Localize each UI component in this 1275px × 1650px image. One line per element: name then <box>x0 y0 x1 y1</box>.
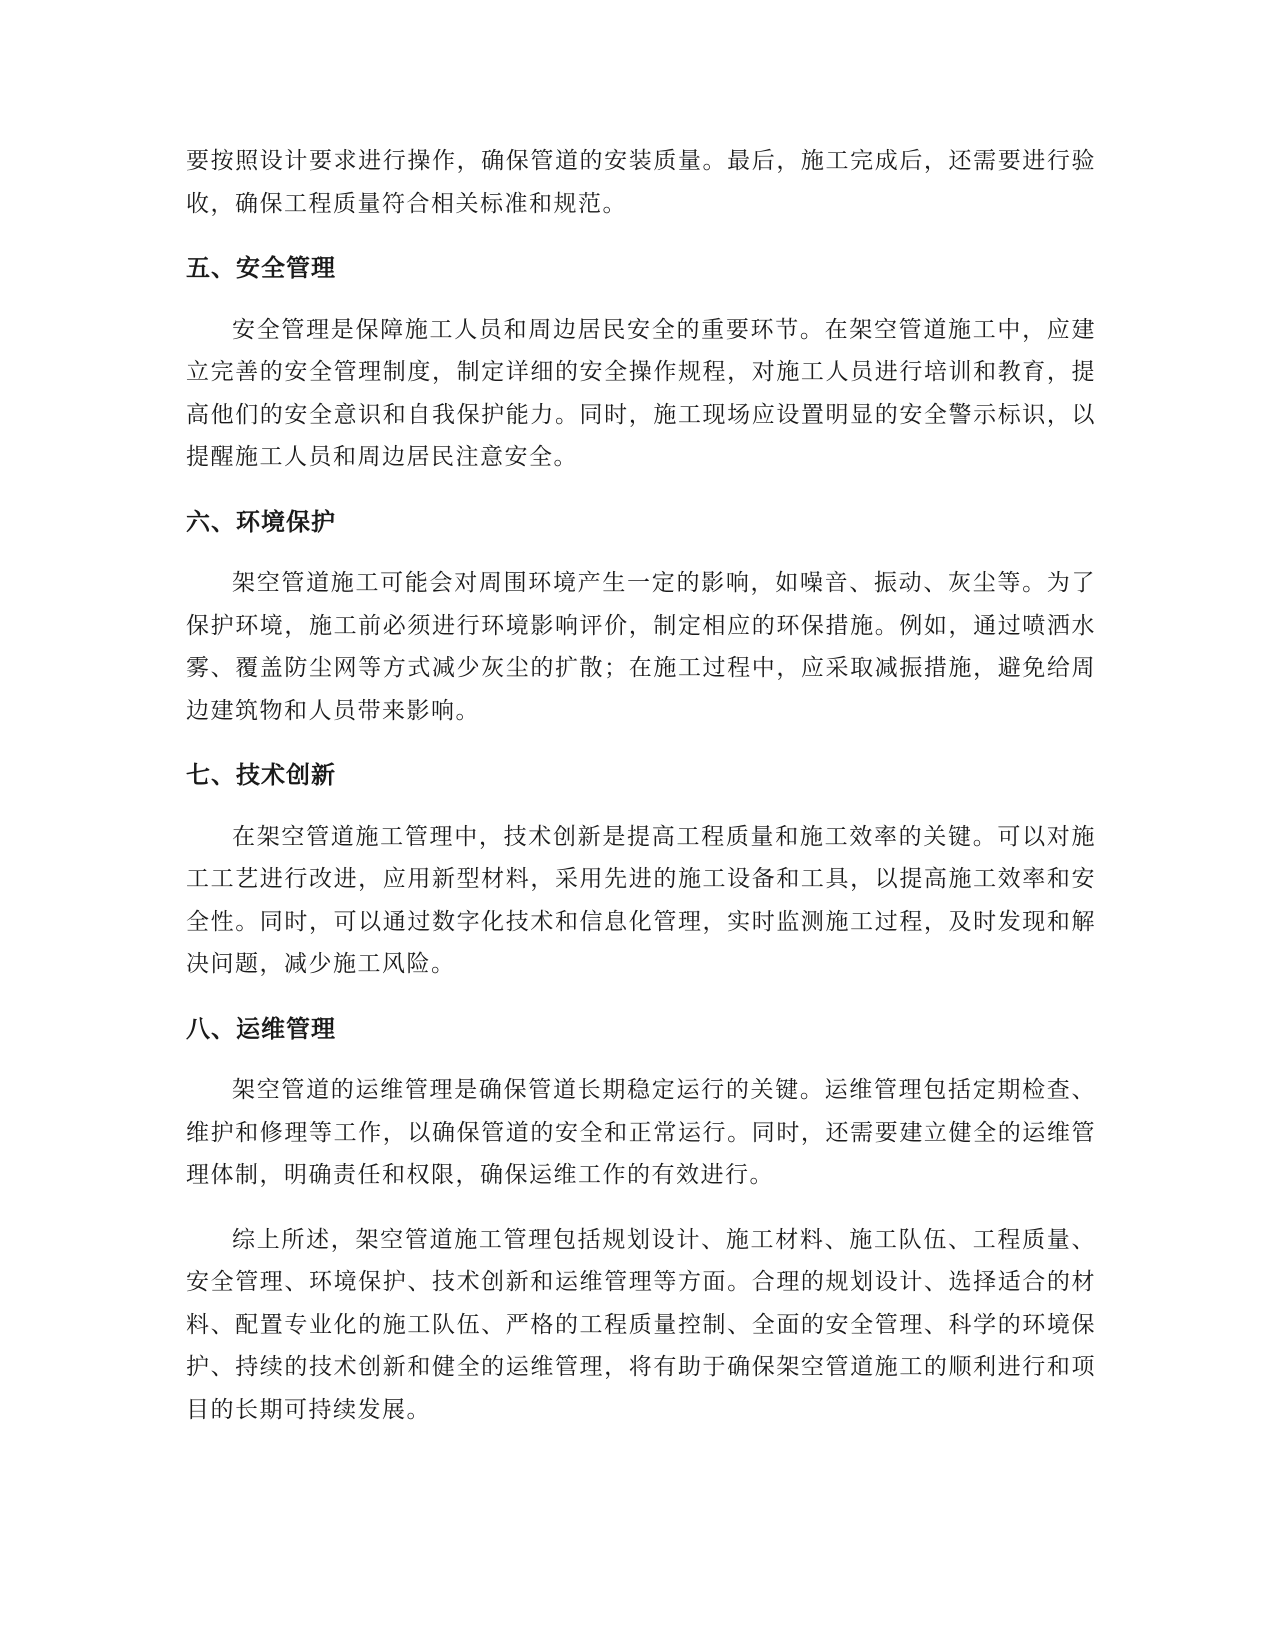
section-paragraph-safety: 安全管理是保障施工人员和周边居民安全的重要环节。在架空管道施工中，应建立完善的安全管理制度，制定详细的安全操作规程，对施工人员进行培训和教育，提高他们的安全意识和自我保护能力。同时，施工现场应设置明显的安全警示标识，以提醒施工人员和周边居民注意安全。 <box>186 316 1096 470</box>
section-paragraph-innovation: 在架空管道施工管理中，技术创新是提高工程质量和施工效率的关键。可以对施工工艺进行改进，应用新型材料，采用先进的施工设备和工具，以提高施工效率和安全性。同时，可以通过数字化技术和信息化管理，实时监测施工过程，及时发现和解决问题，减少施工风险。 <box>186 823 1096 977</box>
section-heading-environment: 六、环境保护 <box>186 507 336 536</box>
section-heading-maintenance: 八、运维管理 <box>186 1014 336 1043</box>
intro-paragraph: 要按照设计要求进行操作，确保管道的安装质量。最后，施工完成后，还需要进行验收，确保工程质量符合相关标准和规范。 <box>186 148 1096 217</box>
section-paragraph-maintenance: 架空管道的运维管理是确保管道长期稳定运行的关键。运维管理包括定期检查、维护和修理等工作，以确保管道的安全和正常运行。同时，还需要建立健全的运维管理体制，明确责任和权限，确保运维工作的有效进行。 <box>186 1077 1096 1188</box>
section-paragraph-environment: 架空管道施工可能会对周围环境产生一定的影响，如噪音、振动、灰尘等。为了保护环境，施工前必须进行环境影响评价，制定相应的环保措施。例如，通过喷洒水雾、覆盖防尘网等方式减少灰尘的扩散；在施工过程中，应采取减振措施，避免给周边建筑物和人员带来影响。 <box>186 570 1096 724</box>
section-heading-safety: 五、安全管理 <box>186 254 336 282</box>
document-body <box>186 140 1096 1431</box>
conclusion-paragraph: 综上所述，架空管道施工管理包括规划设计、施工材料、施工队伍、工程质量、安全管理、环境保护、技术创新和运维管理等方面。合理的规划设计、选择适合的材料、配置专业化的施工队伍、严格的工程质量控制、全面的安全管理、科学的环境保护、持续的技术创新和健全的运维管理，将有助于确保架空管道施工的顺利进行和项目的长期可持续发展。 <box>186 1226 1096 1423</box>
section-heading-innovation: 七、技术创新 <box>186 761 336 789</box>
